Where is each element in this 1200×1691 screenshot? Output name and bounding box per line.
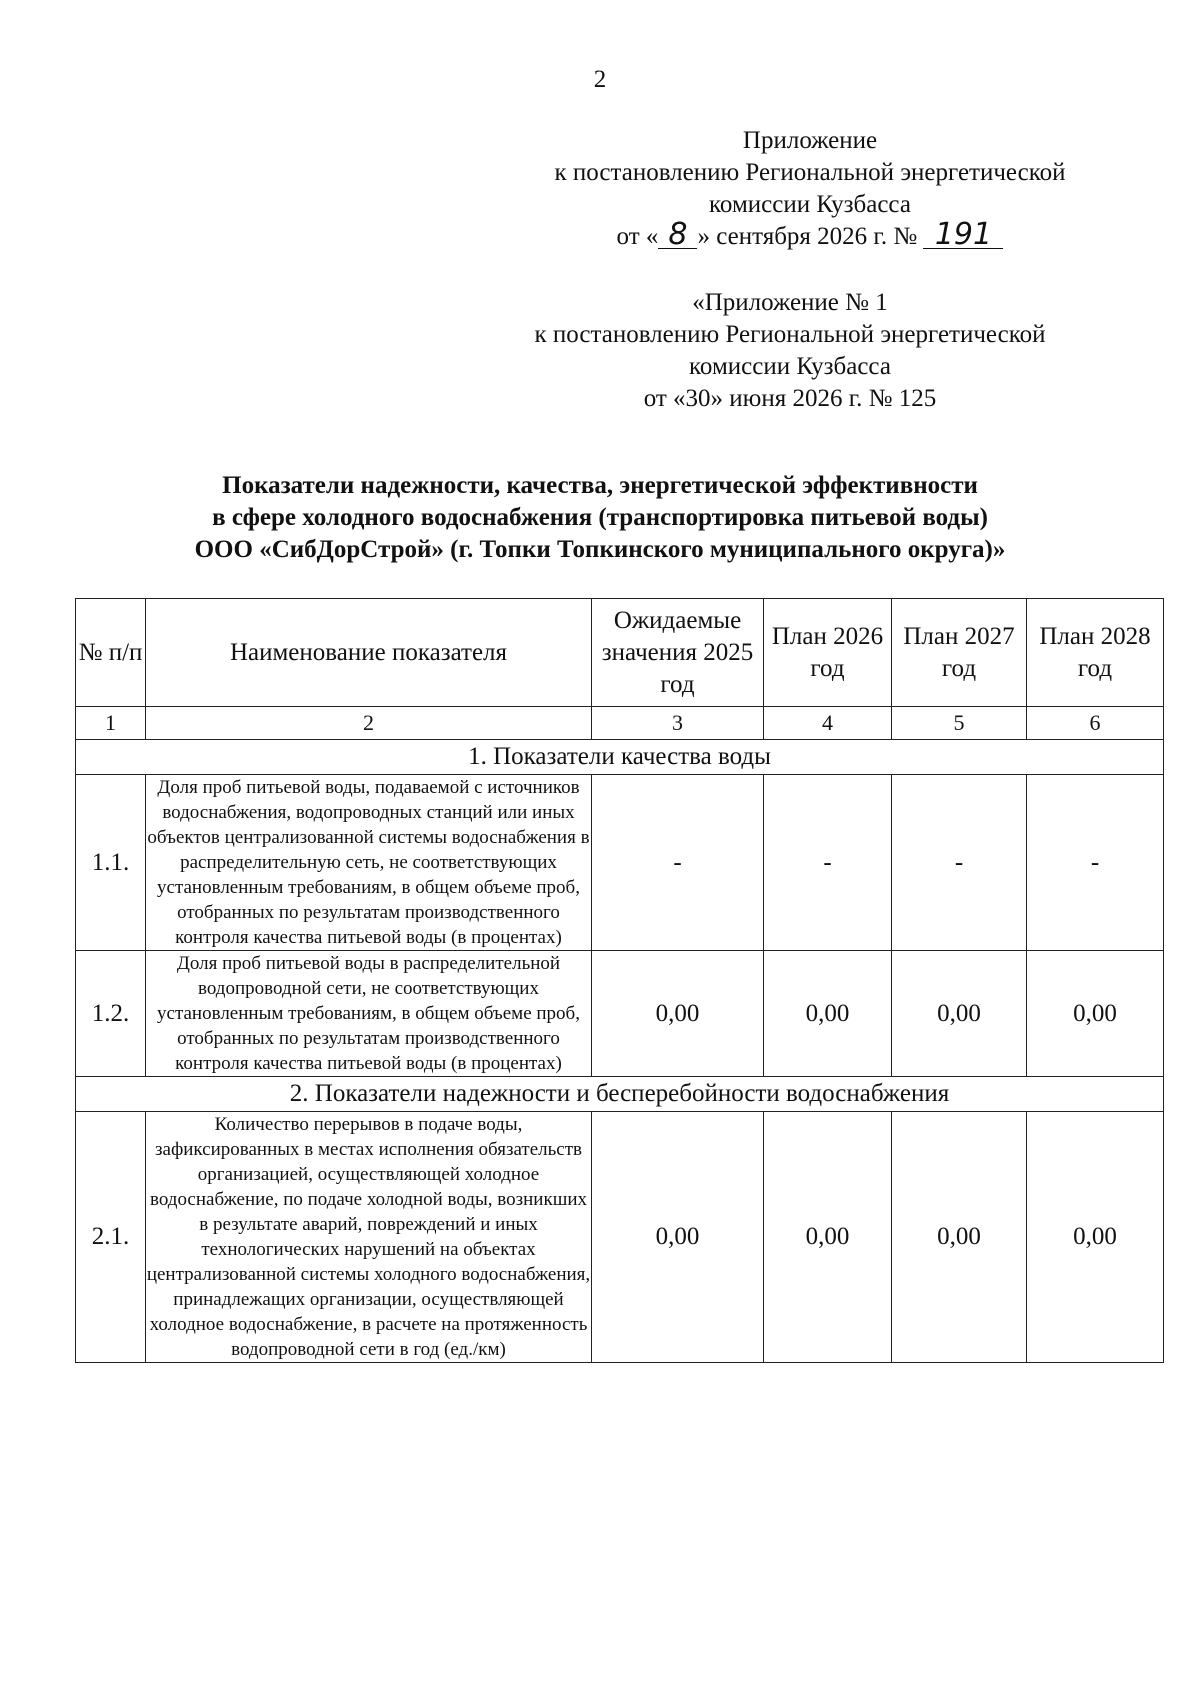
handwritten-day: 8 [658, 222, 697, 249]
value-plan-2027: 0,00 [892, 951, 1027, 1077]
appendix-line3: комиссии Кузбасса [709, 191, 911, 218]
prev-appendix-line4: от «30» июня 2026 г. № 125 [643, 385, 937, 412]
row-number: 1.1. [76, 775, 146, 951]
date-middle: » сентября 2026 г. № [697, 223, 918, 250]
value-plan-2027: 0,00 [892, 1112, 1027, 1363]
value-plan-2026: 0,00 [764, 951, 892, 1077]
table-row [76, 951, 1164, 1077]
value-plan-2028: 0,00 [1027, 951, 1164, 1077]
column-number-row [76, 707, 1164, 740]
appendix-header [490, 125, 1130, 253]
value-plan-2027: - [892, 775, 1027, 951]
header-name: Наименование показателя [146, 599, 592, 707]
title-line2: в сфере холодного водоснабжения (транспортировка питьевой воды) [212, 504, 988, 531]
document-title [0, 470, 1200, 566]
table-row [76, 775, 1164, 951]
prev-appendix-line1: «Приложение № 1 [692, 289, 888, 316]
section-row [76, 740, 1164, 775]
header-plan-2028: План 2028 год [1027, 599, 1164, 707]
header-plan-2026: План 2026 год [764, 599, 892, 707]
column-number: 3 [592, 707, 764, 740]
row-number: 2.1. [76, 1112, 146, 1363]
indicators-table [75, 598, 1164, 1363]
value-expected-2025: 0,00 [592, 951, 764, 1077]
appendix-line2: к постановлению Региональной энергетической [554, 159, 1066, 186]
table-header-row [76, 599, 1164, 707]
column-number: 6 [1027, 707, 1164, 740]
value-plan-2026: - [764, 775, 892, 951]
value-plan-2028: 0,00 [1027, 1112, 1164, 1363]
section-title-2: 2. Показатели надежности и бесперебойности водоснабжения [76, 1077, 1164, 1112]
page-number: 2 [593, 66, 607, 93]
column-number: 5 [892, 707, 1027, 740]
value-plan-2028: - [1027, 775, 1164, 951]
title-line1: Показатели надежности, качества, энергетической эффективности [222, 472, 978, 499]
date-prefix: от « [616, 223, 659, 250]
title-line3: ООО «СибДорСтрой» (г. Топки Топкинского муниципального округа)» [194, 536, 1006, 563]
section-title-1: 1. Показатели качества воды [76, 740, 1164, 775]
value-plan-2026: 0,00 [764, 1112, 892, 1363]
section-row [76, 1077, 1164, 1112]
indicator-name: Доля проб питьевой воды, подаваемой с источников водоснабжения, водопроводных станций или иных объектов централизованной системы водоснабжения в распределительную сеть, не соответствующих установленным требованиям, в общем объеме проб, отобранных по результатам производственного контроля качества питьевой воды (в процентах) [146, 775, 592, 951]
header-expected-2025: Ожидаемые значения 2025 год [592, 599, 764, 707]
prev-appendix-line3: комиссии Кузбасса [689, 353, 891, 380]
appendix-date-line [490, 217, 1130, 253]
column-number: 2 [146, 707, 592, 740]
value-expected-2025: 0,00 [592, 1112, 764, 1363]
header-num: № п/п [76, 599, 146, 707]
prev-appendix-line2: к постановлению Региональной энергетической [534, 321, 1046, 348]
table-row [76, 1112, 1164, 1363]
appendix-line1: Приложение [742, 127, 878, 154]
column-number: 4 [764, 707, 892, 740]
header-plan-2027: План 2027 год [892, 599, 1027, 707]
value-expected-2025: - [592, 775, 764, 951]
handwritten-number: 191 [923, 222, 1003, 249]
indicator-name: Количество перерывов в подаче воды, зафиксированных в местах исполнения обязательств организацией, осуществляющей холодное водоснабжение, по подаче холодной воды, возникших в результате аварий, повреждений и иных технологических нарушений на объектах централизованной системы холодного водоснабжения, принадлежащих организации, осуществляющей холодное водоснабжение, в расчете на протяженность водопроводной сети в год (ед./км) [146, 1112, 592, 1363]
indicator-name: Доля проб питьевой воды в распределительной водопроводной сети, не соответствующих установленным требованиям, в общем объеме проб, отобранных по результатам производственного контроля качества питьевой воды (в процентах) [146, 951, 592, 1077]
column-number: 1 [76, 707, 146, 740]
row-number: 1.2. [76, 951, 146, 1077]
previous-appendix-header [470, 287, 1110, 415]
